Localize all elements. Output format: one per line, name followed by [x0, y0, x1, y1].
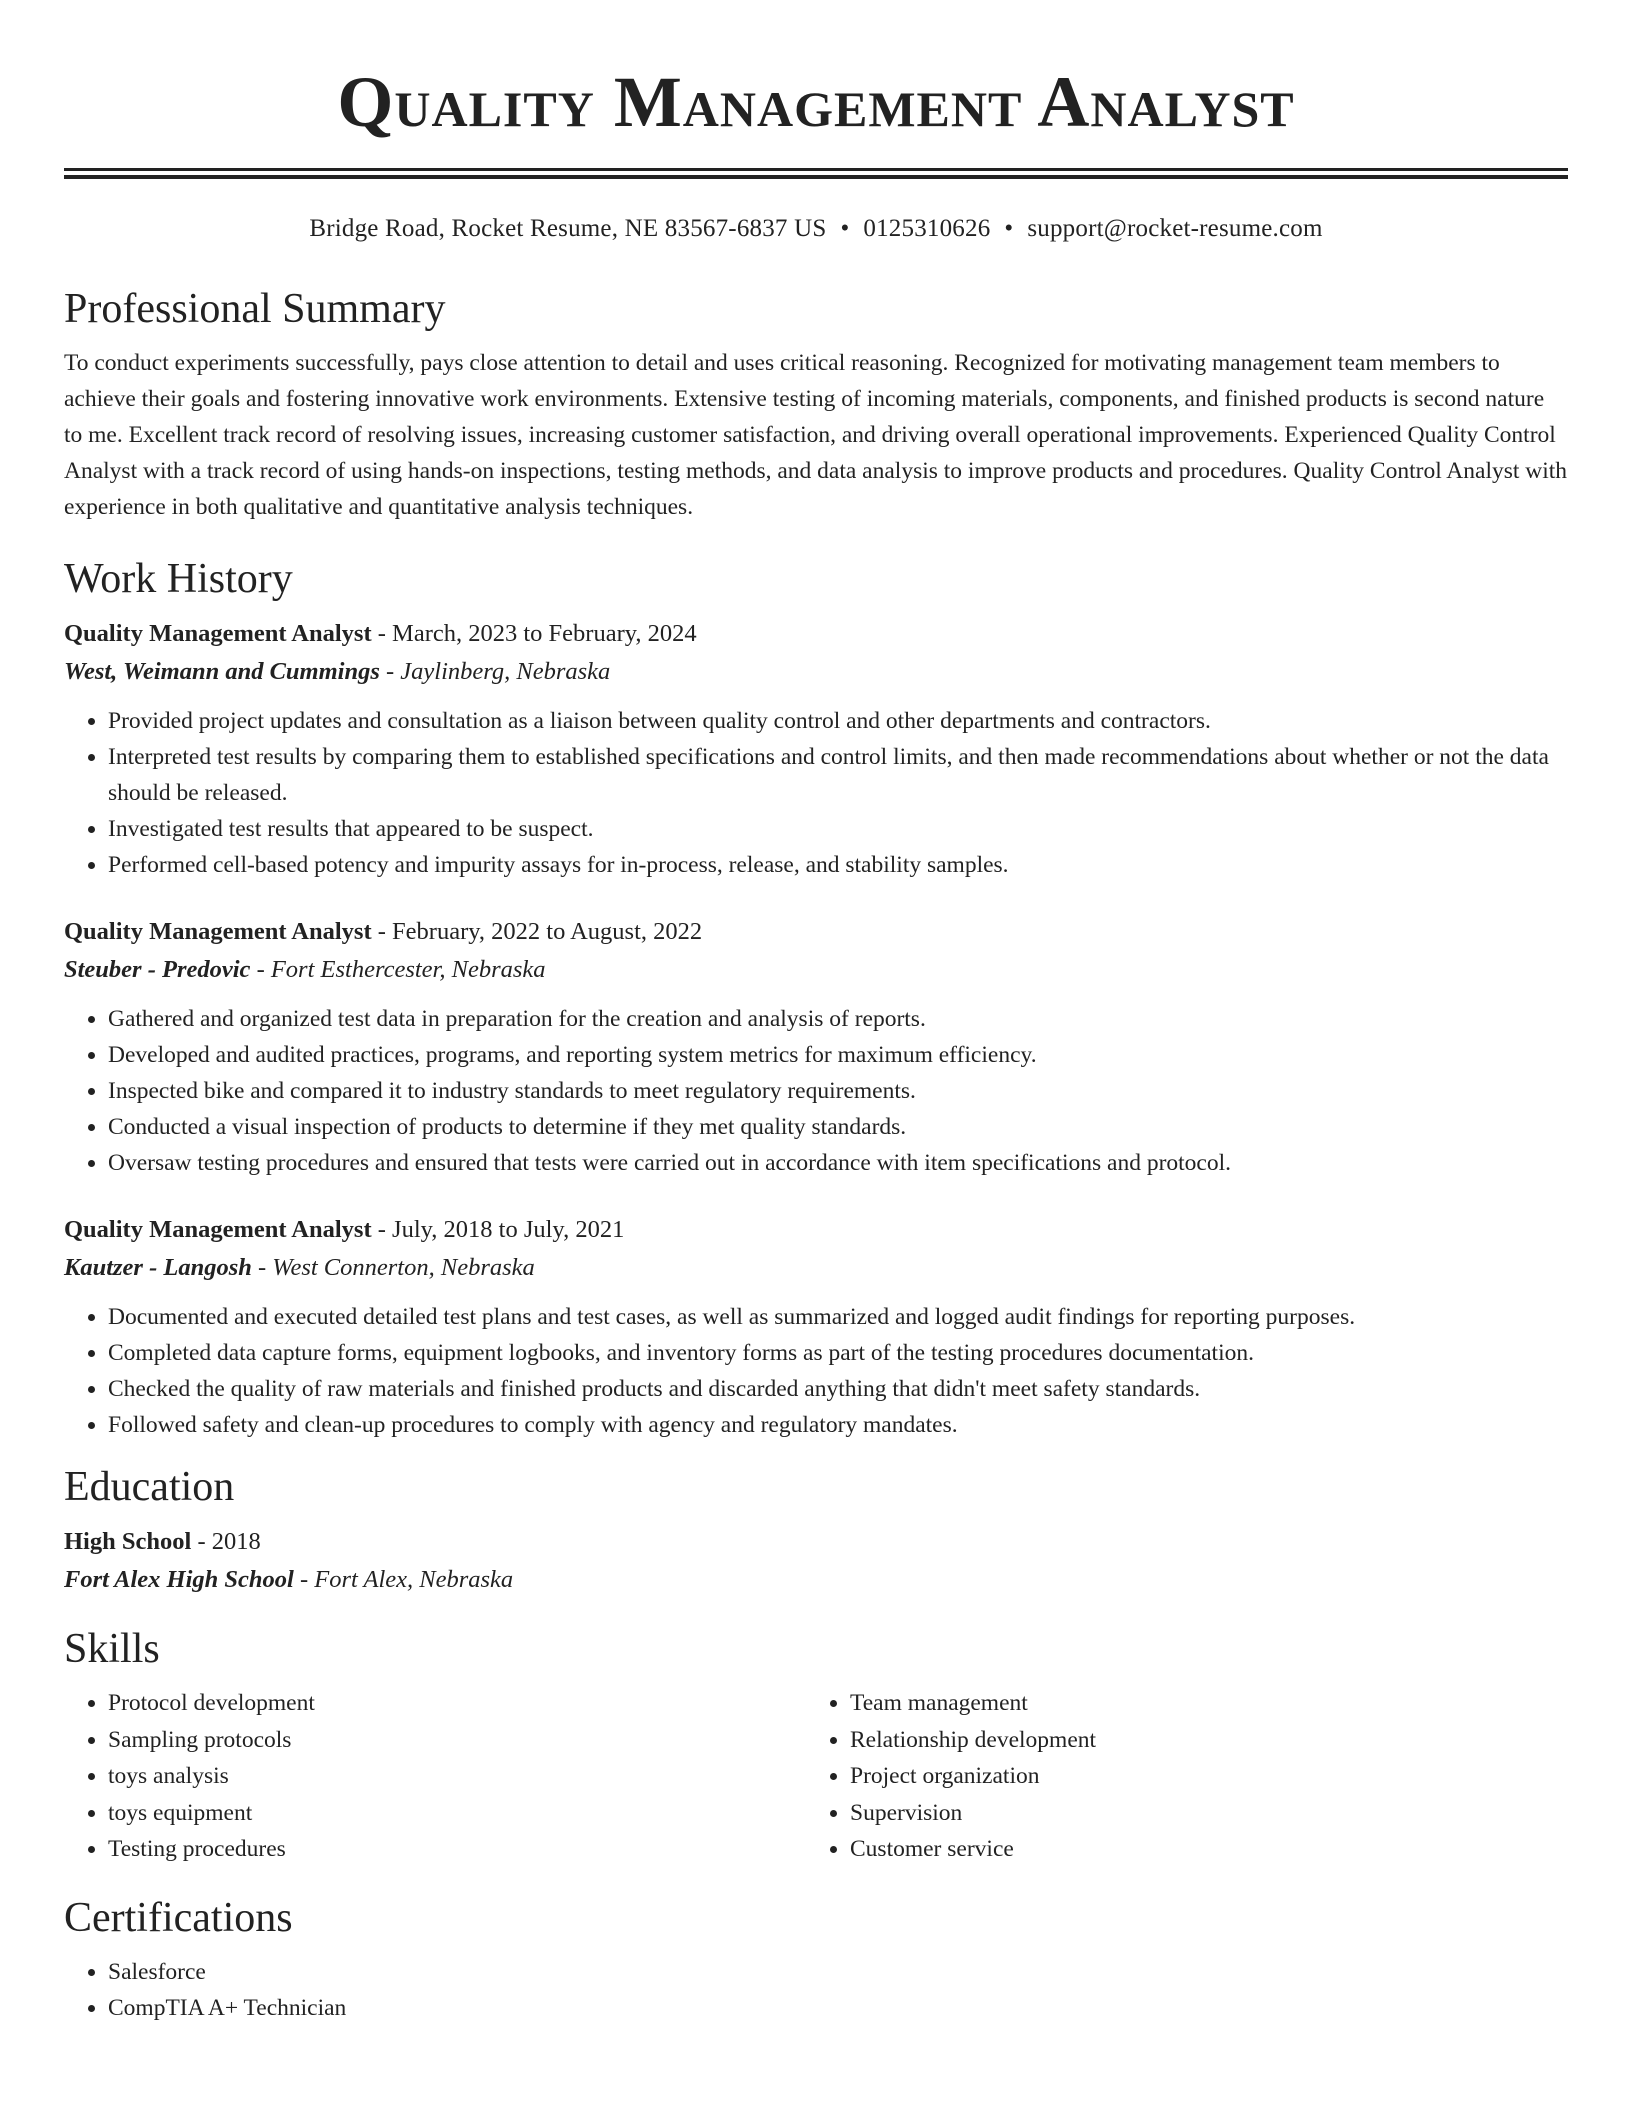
- list-item: • Interpreted test results by comparing them to established specifications and control limits, and then made recommendations about whether or not the data should be released.: [108, 739, 1568, 811]
- list-item: • Performed cell-based potency and impurity assays for in-process, release, and stability samples.: [108, 847, 1568, 883]
- job-entry: [64, 913, 1568, 1181]
- contact-phone: 0125310626: [863, 215, 991, 242]
- job-title-line: [64, 615, 1568, 653]
- education-school-line: [64, 1561, 1568, 1599]
- list-item: • Salesforce: [108, 1954, 1568, 1990]
- job-company: Steuber - Predovic: [64, 956, 251, 983]
- job-title-line: [64, 913, 1568, 951]
- education-entry: [64, 1523, 1568, 1599]
- skills-left-column: [64, 1685, 806, 1868]
- job-company-line: [64, 951, 1568, 989]
- job-bullets: [64, 703, 1568, 883]
- education-heading: Education: [64, 1464, 235, 1510]
- list-item: • Documented and executed detailed test plans and test cases, as well as summarized and logged audit findings for reporting purposes.: [108, 1299, 1568, 1335]
- list-item: • Followed safety and clean-up procedures to comply with agency and regulatory mandates.: [108, 1407, 1568, 1443]
- skills-right-column: [806, 1685, 1568, 1868]
- job-bullets: [64, 1299, 1568, 1443]
- resume-title: Quality Management Analyst: [337, 62, 1295, 142]
- education-degree-line: [64, 1523, 1568, 1561]
- job-title: Quality Management Analyst: [64, 1216, 372, 1243]
- summary-text: To conduct experiments successfully, pays close attention to detail and uses critical reasoning. Recognized for motivating management team members to achieve their goals and fostering innovative work environments. Extensive testing of incoming materials, components, and finished products is second nature to me. Excellent track record of resolving issues, increasing customer satisfaction, and driving overall operational improvements. Experienced Quality Control Analyst with a track record of using hands-on inspections, testing methods, and data analysis to improve products and procedures. Quality Control Analyst with experience in both qualitative and quantitative analysis techniques.: [64, 350, 1568, 520]
- job-company: Kautzer - Langosh: [64, 1254, 252, 1281]
- list-item: • CompTIA A+ Technician: [108, 1990, 1568, 2026]
- list-item: • Completed data capture forms, equipment logbooks, and inventory forms as part of the testing procedures documentation.: [108, 1335, 1568, 1371]
- education-year: - 2018: [191, 1528, 261, 1555]
- contact-email: support@rocket-resume.com: [1027, 215, 1323, 242]
- list-item: • Testing procedures: [108, 1831, 806, 1868]
- job-location: - Fort Esthercester, Nebraska: [250, 956, 546, 983]
- certifications-heading: Certifications: [64, 1894, 293, 1941]
- job-entry: [64, 615, 1568, 883]
- list-item: • Inspected bike and compared it to industry standards to meet regulatory requirements.: [108, 1073, 1568, 1109]
- list-item: • Project organization: [850, 1758, 1568, 1795]
- job-dates: - February, 2022 to August, 2022: [371, 918, 703, 945]
- summary-heading: Professional Summary: [64, 286, 446, 332]
- list-item: • Team management: [850, 1685, 1568, 1722]
- job-entry: [64, 1211, 1568, 1443]
- contact-line: [64, 211, 1568, 247]
- list-item: • Protocol development: [108, 1685, 806, 1722]
- list-item: • Relationship development: [850, 1722, 1568, 1759]
- job-title: Quality Management Analyst: [64, 620, 372, 647]
- list-item: • Developed and audited practices, programs, and reporting system metrics for maximum efficiency.: [108, 1037, 1568, 1073]
- job-location: - West Connerton, Nebraska: [251, 1254, 535, 1281]
- list-item: • toys equipment: [108, 1795, 806, 1832]
- contact-address: Bridge Road, Rocket Resume, NE 83567-6837 US: [309, 215, 827, 242]
- certifications-list: [64, 1954, 1568, 2026]
- list-item: • Checked the quality of raw materials and finished products and discarded anything that didn't meet safety standards.: [108, 1371, 1568, 1407]
- list-item: • Customer service: [850, 1831, 1568, 1868]
- job-dates: - July, 2018 to July, 2021: [371, 1216, 625, 1243]
- job-location: - Jaylinberg, Nebraska: [379, 658, 611, 685]
- job-title: Quality Management Analyst: [64, 918, 372, 945]
- job-dates: - March, 2023 to February, 2024: [371, 620, 697, 647]
- education-degree: High School: [64, 1528, 192, 1555]
- list-item: • Gathered and organized test data in preparation for the creation and analysis of reports.: [108, 1001, 1568, 1037]
- title-divider: [64, 168, 1568, 179]
- job-company-line: [64, 653, 1568, 691]
- job-title-line: [64, 1211, 1568, 1249]
- contact-separator: •: [1004, 215, 1014, 242]
- list-item: • Oversaw testing procedures and ensured that tests were carried out in accordance with item specifications and protocol.: [108, 1145, 1568, 1181]
- contact-separator: •: [840, 215, 850, 242]
- job-bullets: [64, 1001, 1568, 1181]
- skills-heading: Skills: [64, 1626, 160, 1672]
- job-company: West, Weimann and Cummings: [64, 658, 380, 685]
- job-company-line: [64, 1249, 1568, 1287]
- list-item: • toys analysis: [108, 1758, 806, 1795]
- list-item: • Conducted a visual inspection of products to determine if they met quality standards.: [108, 1109, 1568, 1145]
- list-item: • Provided project updates and consultation as a liaison between quality control and other departments and contractors.: [108, 703, 1568, 739]
- list-item: • Sampling protocols: [108, 1722, 806, 1759]
- skills-columns: [64, 1685, 1568, 1868]
- work-history-heading: Work History: [64, 556, 293, 602]
- education-school: Fort Alex High School: [64, 1566, 294, 1593]
- education-location: - Fort Alex, Nebraska: [293, 1566, 514, 1593]
- list-item: • Supervision: [850, 1795, 1568, 1832]
- list-item: • Investigated test results that appeared to be suspect.: [108, 811, 1568, 847]
